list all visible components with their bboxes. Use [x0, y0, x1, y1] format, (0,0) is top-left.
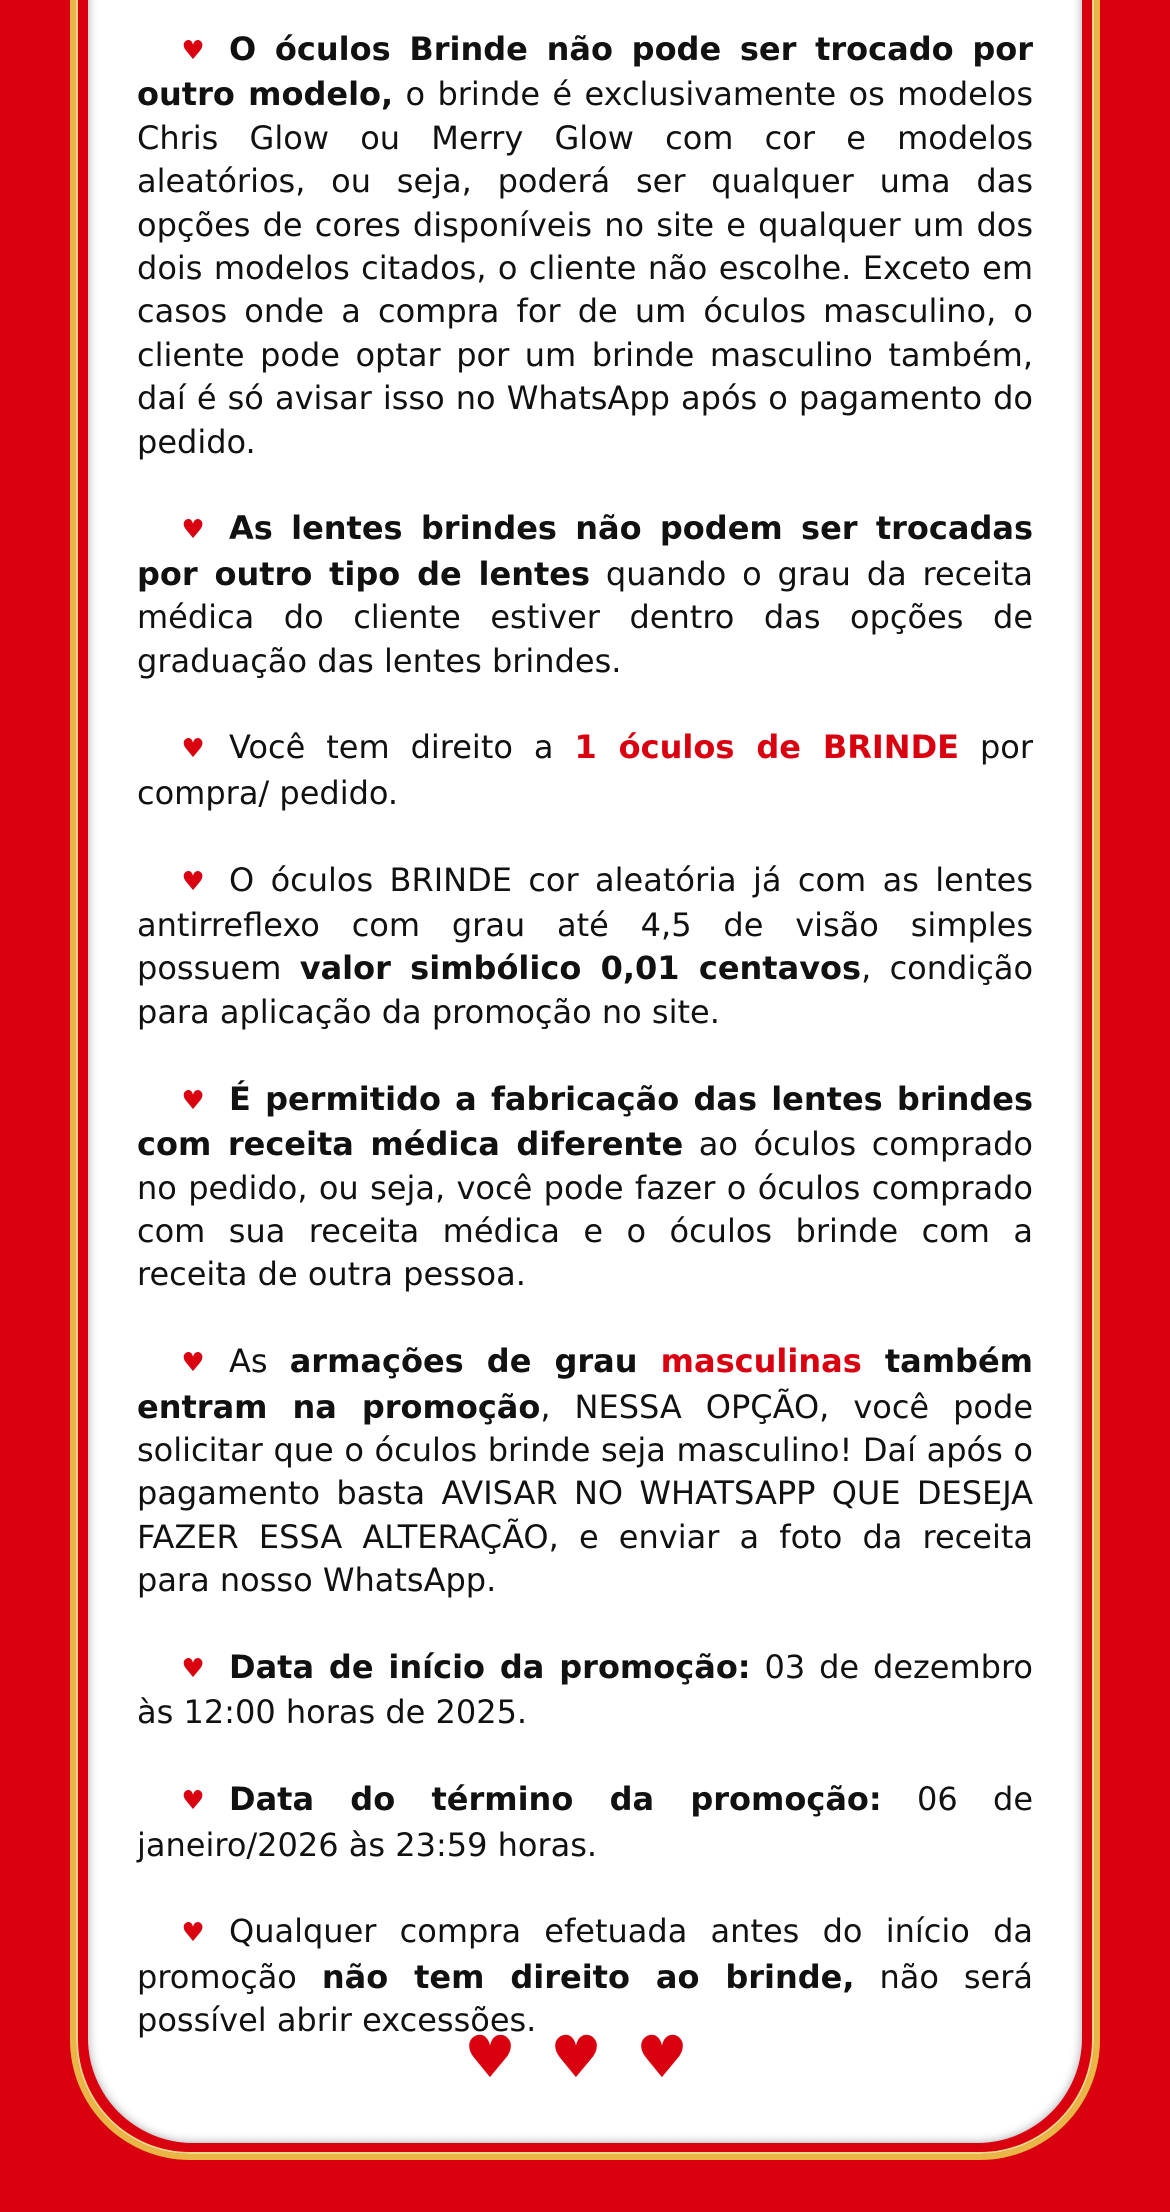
- heart-icon: ♥: [181, 866, 205, 897]
- heart-icon: ♥: [181, 1786, 205, 1817]
- heart-icon: ♥: [181, 734, 205, 765]
- heart-icon: ♥: [181, 36, 205, 66]
- rule-5: ♥ É permitido a fabricação das lentes brindes com receita médica diferente ao óculos comprado no pedido, ou seja, você pode fazer o óculos comprado com sua receita médica e o óculos brinde com a receita de outra pessoa.: [137, 1079, 1034, 1294]
- heart-icon: ♥: [550, 2023, 620, 2091]
- rule-9: ♥ Qualquer compra efetuada antes do início da promoção não tem direito ao brinde, não será possível abrir excessões.: [137, 1912, 1033, 2040]
- heart-icon: ♥: [181, 1085, 205, 1116]
- heart-icon: ♥: [181, 1653, 205, 1684]
- heart-icon: ♥: [181, 1918, 205, 1949]
- heart-icon: ♥: [181, 1348, 205, 1379]
- heart-icon: ♥: [464, 2023, 534, 2091]
- rule-4: ♥ O óculos BRINDE cor aleatória já com as lentes antirreflexo com grau até 4,5 de visão simples possuem valor simbólico 0,01 centavos, condição para aplicação da promoção no site.: [137, 860, 1034, 1031]
- heart-icon: ♥: [181, 515, 205, 546]
- footer-hearts: [0, 2025, 1170, 2089]
- rule-3: ♥ Você tem direito a 1 óculos de BRINDE por compra/ pedido.: [137, 728, 1034, 812]
- rule-2: ♥ As lentes brindes não podem ser trocadas por outro tipo de lentes quando o grau da receita médica do cliente estiver dentro das opções de graduação das lentes brindes.: [137, 509, 1034, 680]
- promotion-rules: [137, 28, 1033, 2086]
- rule-8: ♥ Data do término da promoção: 06 de janeiro/2026 às 23:59 horas.: [137, 1780, 1034, 1864]
- rule-7: ♥ Data de início da promoção: 03 de dezembro às 12:00 horas de 2025.: [137, 1647, 1034, 1732]
- rule-6: ♥ As armações de grau masculinas também entram na promoção, NESSA OPÇÃO, você pode solicitar que o óculos brinde seja masculino! Daí após o pagamento basta AVISAR NO WHATSAPP QUE DESEJA FAZER ESSA ALTERAÇÃO, e enviar a foto da receita para nosso WhatsApp.: [137, 1342, 1034, 1600]
- rule-1: ♥ O óculos Brinde não pode ser trocado por outro modelo, o brinde é exclusivamente os modelos Chris Glow ou Merry Glow com cor e modelos aleatórios, ou seja, poderá ser qualquer uma das opções de cores disponíveis no site e qualquer um dos dois modelos citados, o cliente não escolhe. Exceto em casos onde a compra for de um óculos masculino, o cliente pode optar por um brinde masculino também, daí é só avisar isso no WhatsApp após o pagamento do pedido.: [137, 30, 1034, 461]
- heart-icon: ♥: [636, 2023, 706, 2091]
